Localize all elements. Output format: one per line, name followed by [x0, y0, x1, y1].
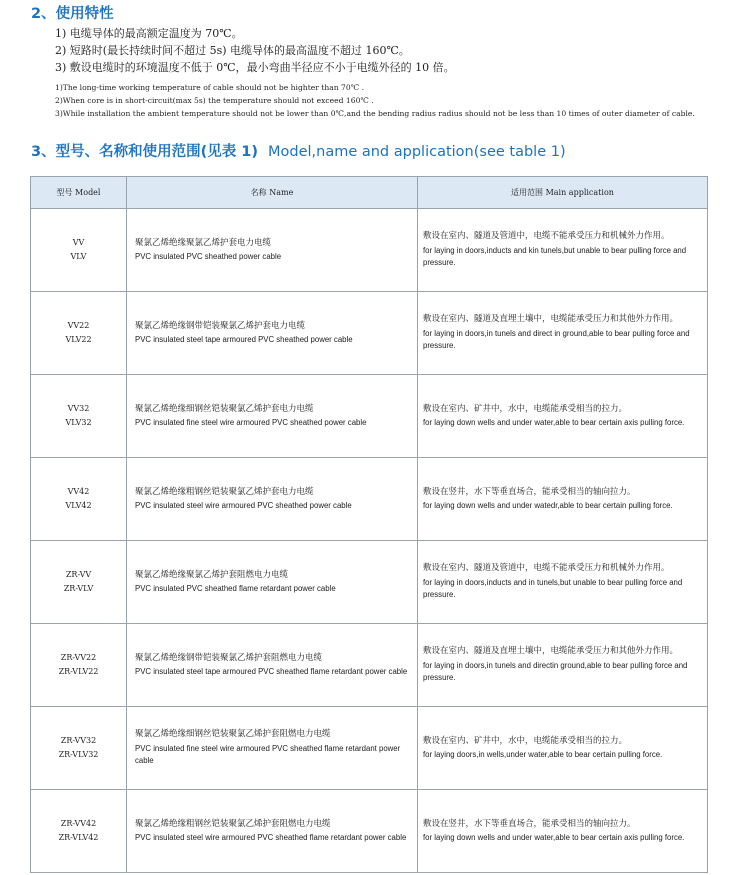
name-cn: 聚氯乙烯绝缘钢带铠装聚氯乙烯护套电力电缆: [135, 320, 306, 331]
table-row: [31, 209, 708, 292]
cell-model: [31, 292, 127, 375]
cell-name: [127, 292, 418, 375]
cell-application: [418, 458, 708, 541]
name-cn: 聚氯乙烯绝缘聚氯乙烯护套阻燃电力电缆: [135, 569, 289, 580]
cell-name: [127, 458, 418, 541]
application-en: for laying down wells and under watedr,able to bear certain pulling force.: [423, 501, 673, 510]
name-en: PVC insulated steel tape armoured PVC sheathed power cable: [135, 335, 353, 344]
name-en: PVC insulated PVC sheathed power cable: [135, 252, 282, 261]
table-row: [31, 790, 708, 873]
application-en: for laying in doors,inducts and kin tunels,but unable to bear pulling force and pressure.: [423, 245, 687, 268]
application-cn: 敷设在室内、隧道及管道中，电缆不能承受压力和机械外力作用。: [423, 231, 670, 242]
name-cn: 聚氯乙烯绝缘粗钢丝铠装聚氯乙烯护套阻燃电力电缆: [135, 818, 331, 829]
section3-title-cn: 3、型号、名称和使用范围(见表 1): [31, 144, 258, 160]
cell-application: [418, 707, 708, 790]
table-row: [31, 292, 708, 375]
application-cn: 敷设在竖井，水下等垂直场合，能承受相当的轴向拉力。: [423, 486, 636, 497]
table-header-row: [31, 177, 708, 209]
model-code: ZR-VV32: [60, 736, 97, 745]
model-code: ZR-VLV22: [58, 667, 99, 676]
application-cn: 敷设在室内、隧道及直埋土壤中，电缆能承受压力和其他外力作用。: [423, 646, 679, 657]
application-cn: 敷设在竖井，水下等垂直场合，能承受相当的轴向拉力。: [423, 818, 636, 829]
name-en: PVC insulated steel wire armoured PVC sheathed flame retardant power cable: [135, 833, 407, 842]
cell-model: [31, 375, 127, 458]
model-code: VV: [72, 238, 85, 247]
table-row: [31, 458, 708, 541]
characteristic-en-2: 2)When core is in short-circuit(max 5s) the temperature should not exceed 160℃ .: [55, 96, 374, 105]
model-code: VLV22: [65, 335, 92, 344]
header-application: 适用范围 Main application: [418, 177, 708, 209]
model-code: ZR-VLV32: [58, 750, 99, 759]
model-code: VLV42: [65, 501, 92, 510]
cell-application: [418, 624, 708, 707]
application-en: for laying in doors,in tunels and direct in ground,able to bear pulling force and pressure.: [423, 328, 690, 351]
table-row: [31, 541, 708, 624]
name-cn: 聚氯乙烯绝缘细钢丝铠装聚氯乙烯护套阻燃电力电缆: [135, 729, 331, 740]
table-row: [31, 707, 708, 790]
application-en: for laying doors,in wells,under water,able to bear certain pulling force.: [423, 750, 663, 759]
application-cn: 敷设在室内、隧道及管道中，电缆不能承受压力和机械外力作用。: [423, 563, 670, 574]
characteristic-cn-1: 1) 电缆导体的最高额定温度为 70℃。: [55, 27, 243, 40]
cell-application: [418, 209, 708, 292]
cell-model: [31, 458, 127, 541]
cell-name: [127, 541, 418, 624]
cell-model: [31, 541, 127, 624]
application-en: for laying in doors,inducts and in tunels,but unable to bear pulling force and pressure.: [423, 577, 683, 600]
model-code: ZR-VV22: [60, 653, 97, 662]
cell-name: [127, 624, 418, 707]
name-cn: 聚氯乙烯绝缘钢带铠装聚氯乙烯护套阻燃电力电缆: [135, 652, 323, 663]
cell-application: [418, 292, 708, 375]
name-en: PVC insulated steel tape armoured PVC sheathed flame retardant power cable: [135, 667, 408, 676]
section2-title: 2、使用特性: [31, 6, 114, 22]
cell-model: [31, 790, 127, 873]
section3-title: [31, 140, 566, 161]
cell-application: [418, 790, 708, 873]
name-cn: 聚氯乙烯绝缘细钢丝铠装聚氯乙烯护套电力电缆: [135, 403, 314, 414]
table-row: [31, 375, 708, 458]
cell-name: [127, 707, 418, 790]
table-row: [31, 624, 708, 707]
model-code: VLV: [70, 252, 87, 261]
application-cn: 敷设在室内、隧道及直埋土壤中，电缆能承受压力和其他外力作用。: [423, 314, 679, 325]
characteristic-en-1: 1)The long-time working temperature of cable should not be highter than 70℃ .: [55, 83, 365, 92]
cell-name: [127, 375, 418, 458]
model-code: VV32: [67, 404, 90, 413]
application-en: for laying in doors,in tunels and directin ground,able to bear pulling force and pressure.: [423, 660, 688, 683]
name-en: PVC insulated steel wire armoured PVC sheathed power cable: [135, 501, 352, 510]
cell-application: [418, 375, 708, 458]
application-cn: 敷设在室内、矿井中，水中，电缆能承受相当的拉力。: [423, 735, 628, 746]
cell-model: [31, 707, 127, 790]
model-code: VLV32: [65, 418, 92, 427]
model-code: ZR-VV: [65, 570, 92, 579]
name-cn: 聚氯乙烯绝缘粗钢丝铠装聚氯乙烯护套电力电缆: [135, 486, 314, 497]
name-cn: 聚氯乙烯绝缘聚氯乙烯护套电力电缆: [135, 237, 272, 248]
cell-application: [418, 541, 708, 624]
name-en: PVC insulated fine steel wire armoured PVC sheathed flame retardant power cable: [135, 743, 401, 766]
application-en: for laying down wells and under water,able to bear certain axis pulling force.: [423, 833, 685, 842]
model-code: ZR-VLV42: [58, 833, 99, 842]
header-model: 型号 Model: [31, 177, 127, 209]
cell-model: [31, 624, 127, 707]
name-en: PVC insulated fine steel wire armoured PVC sheathed power cable: [135, 418, 367, 427]
cell-name: [127, 209, 418, 292]
header-name: 名称 Name: [127, 177, 418, 209]
name-en: PVC insulated PVC sheathed flame retardant power cable: [135, 584, 336, 593]
application-cn: 敷设在室内、矿井中，水中，电缆能承受相当的拉力。: [423, 403, 628, 414]
cable-spec-table: [30, 176, 708, 873]
section3-title-en: Model,name and application(see table 1): [267, 144, 566, 160]
model-code: VV22: [67, 321, 90, 330]
model-code: VV42: [67, 487, 90, 496]
model-code: ZR-VV42: [60, 819, 97, 828]
characteristic-en-3: 3)While installation the ambient temperature should not be lower than 0℃,and the bending radius radius should not be less than 10 times of outer diameter of cable.: [55, 109, 695, 118]
cell-name: [127, 790, 418, 873]
application-en: for laying down wells and under water,able to bear certain axis pulling force.: [423, 418, 685, 427]
characteristic-cn-2: 2) 短路时(最长持续时间不超过 5s) 电缆导体的最高温度不超过 160℃。: [55, 44, 410, 57]
model-code: ZR-VLV: [63, 584, 94, 593]
characteristic-cn-3: 3) 敷设电缆时的环境温度不低于 0℃，最小弯曲半径应不小于电缆外径的 10 倍。: [55, 61, 455, 74]
cell-model: [31, 209, 127, 292]
